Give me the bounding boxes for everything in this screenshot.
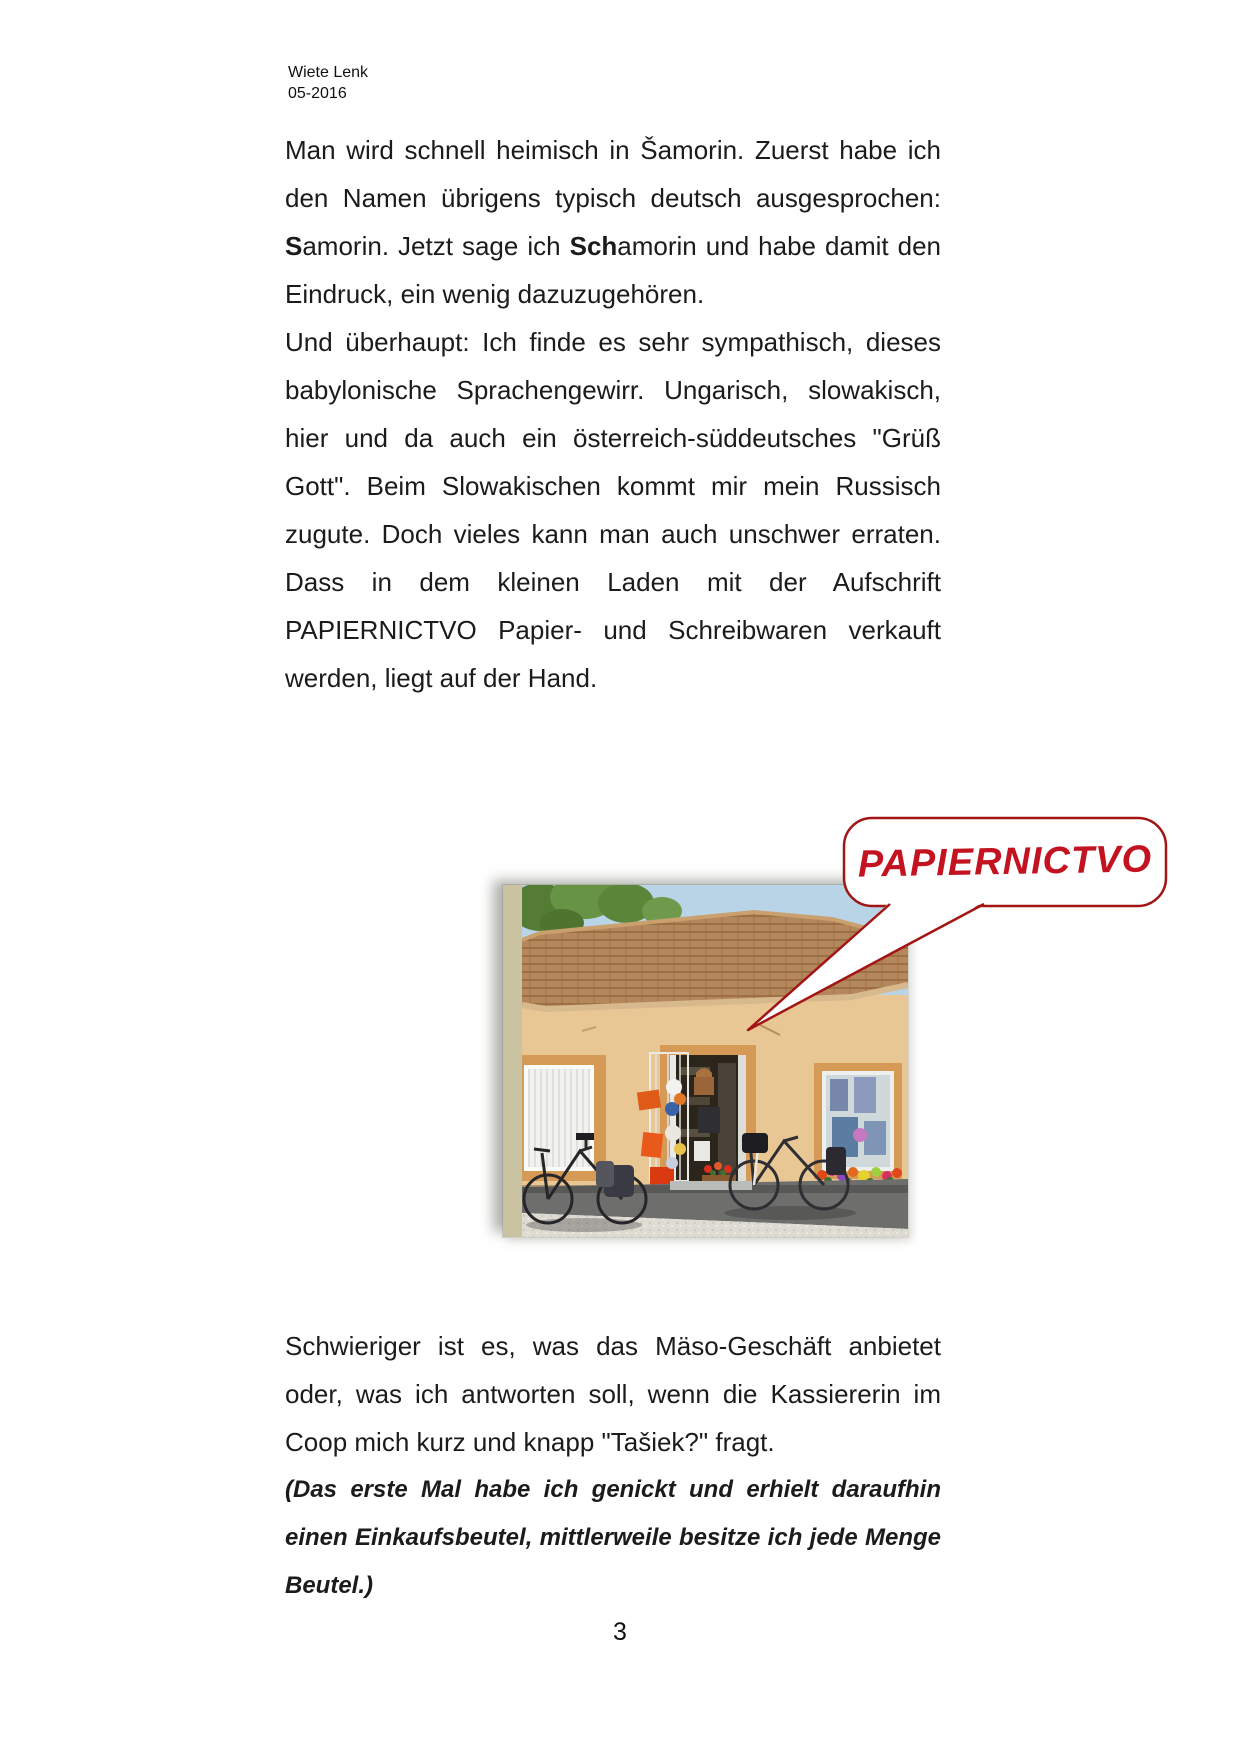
callout-label: PAPIERNICTVO [857,837,1153,886]
paragraph-3: Schwieriger ist es, was das Mäso-Geschäft anbietet oder, was ich antworten soll, wenn die Kassiererin im Coop mich kurz und knapp "Tašiek?" fragt. [285,1331,941,1457]
lower-text-block [285,1322,941,1610]
doorstep [670,1181,752,1190]
left-window [522,1055,606,1181]
bike-shadow [526,1218,642,1232]
main-text-block [285,126,941,702]
callout-tail-outline [748,904,984,1030]
paragraph-4: (Das erste Mal habe ich genickt und erhielt daraufhin einen Einkaufsbeutel, mittlerweile besitze ich jede Menge Beutel.) [285,1476,941,1599]
page-header [288,62,368,104]
page-number: 3 [613,1618,627,1646]
text-run: Man wird schnell heimisch in Šamorin. Zuerst habe ich den Namen übrigens typisch deutsch ausgesprochen: [285,135,941,213]
paragraph-2: Und überhaupt: Ich finde es sehr sympathisch, dieses babylonische Sprachengewirr. Ungarisch, slowakisch, hier und da auch ein österreich-süddeutsches "Grüß Gott". Beim Slowakischen kommt mir mein Russisch zugute. Doch vieles kann man auch unschwer erraten. Dass in dem kleinen Laden mit der Aufschrift PAPIERNICTVO Papier- und Schreibwaren verkauft werden, liegt auf der Hand. [285,327,941,693]
paragraph-1 [285,126,941,318]
author-line: Wiete Lenk [288,64,369,81]
bold-run: S [285,231,303,261]
bold-run: Sch [569,231,618,261]
text-run: amorin und habe damit den Eindruck, ein wenig dazuzugehören. [285,231,941,309]
text-run: amorin. Jetzt sage ich [302,231,570,261]
date-line: 05-2016 [288,85,347,102]
